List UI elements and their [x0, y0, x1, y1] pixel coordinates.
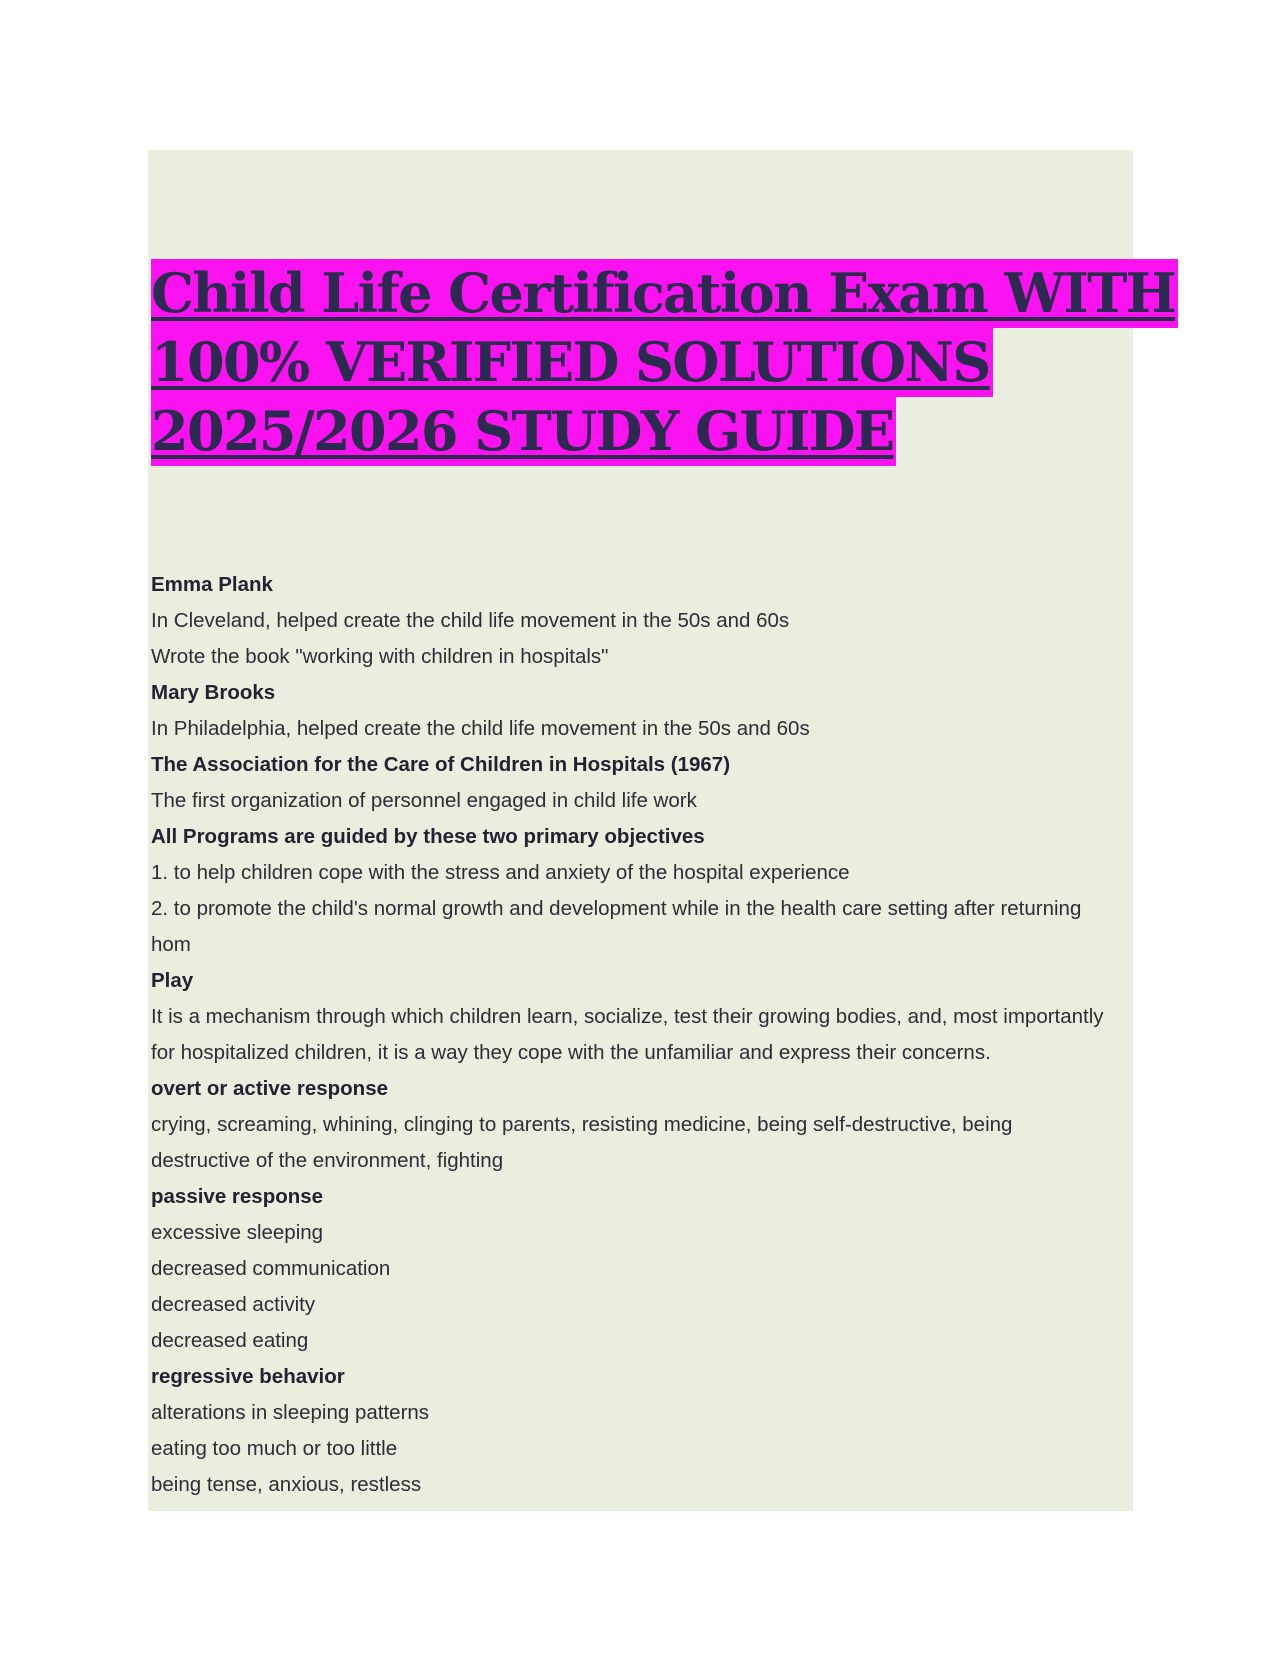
- definition-line: eating too much or too little: [151, 1437, 398, 1460]
- definition-line: alterations in sleeping patterns: [151, 1401, 430, 1424]
- title-line-1: Child Life Certification Exam WITH: [151, 259, 1178, 328]
- term-heading: overt or active response: [151, 1077, 388, 1100]
- definition-line: It is a mechanism through which children learn, socialize, test their growing bodies, and, most importantly: [151, 1005, 1104, 1028]
- study-guide-content: [151, 567, 1131, 1503]
- definition-line: decreased eating: [151, 1329, 309, 1352]
- term-heading: Emma Plank: [151, 573, 273, 596]
- definition-line: The first organization of personnel engaged in child life work: [151, 789, 697, 812]
- definition-line: decreased communication: [151, 1257, 391, 1280]
- term-heading: Mary Brooks: [151, 681, 276, 704]
- term-heading: passive response: [151, 1185, 324, 1208]
- title-line-3: 2025/2026 STUDY GUIDE: [151, 397, 896, 466]
- definition-line: excessive sleeping: [151, 1221, 324, 1244]
- definition-line: In Cleveland, helped create the child life movement in the 50s and 60s: [151, 609, 790, 632]
- definition-line: decreased activity: [151, 1293, 316, 1316]
- definition-line: Wrote the book "working with children in hospitals": [151, 645, 609, 668]
- definition-line: 1. to help children cope with the stress and anxiety of the hospital experience: [151, 861, 850, 884]
- definition-line: hom: [151, 933, 191, 956]
- definition-line: 2. to promote the child's normal growth and development while in the health care setting after returning: [151, 897, 1082, 920]
- definition-line: for hospitalized children, it is a way they cope with the unfamiliar and express their concerns.: [151, 1041, 991, 1064]
- document-title: [151, 259, 1176, 466]
- definition-line: destructive of the environment, fighting: [151, 1149, 504, 1172]
- definition-line: being tense, anxious, restless: [151, 1473, 422, 1496]
- term-heading: All Programs are guided by these two primary objectives: [151, 825, 705, 848]
- term-heading: regressive behavior: [151, 1365, 345, 1388]
- title-line-2: 100% VERIFIED SOLUTIONS: [151, 328, 993, 397]
- definition-line: crying, screaming, whining, clinging to parents, resisting medicine, being self-destructive, being: [151, 1113, 1013, 1136]
- term-heading: The Association for the Care of Children in Hospitals (1967): [151, 753, 731, 776]
- definition-line: In Philadelphia, helped create the child life movement in the 50s and 60s: [151, 717, 810, 740]
- term-heading: Play: [151, 969, 194, 992]
